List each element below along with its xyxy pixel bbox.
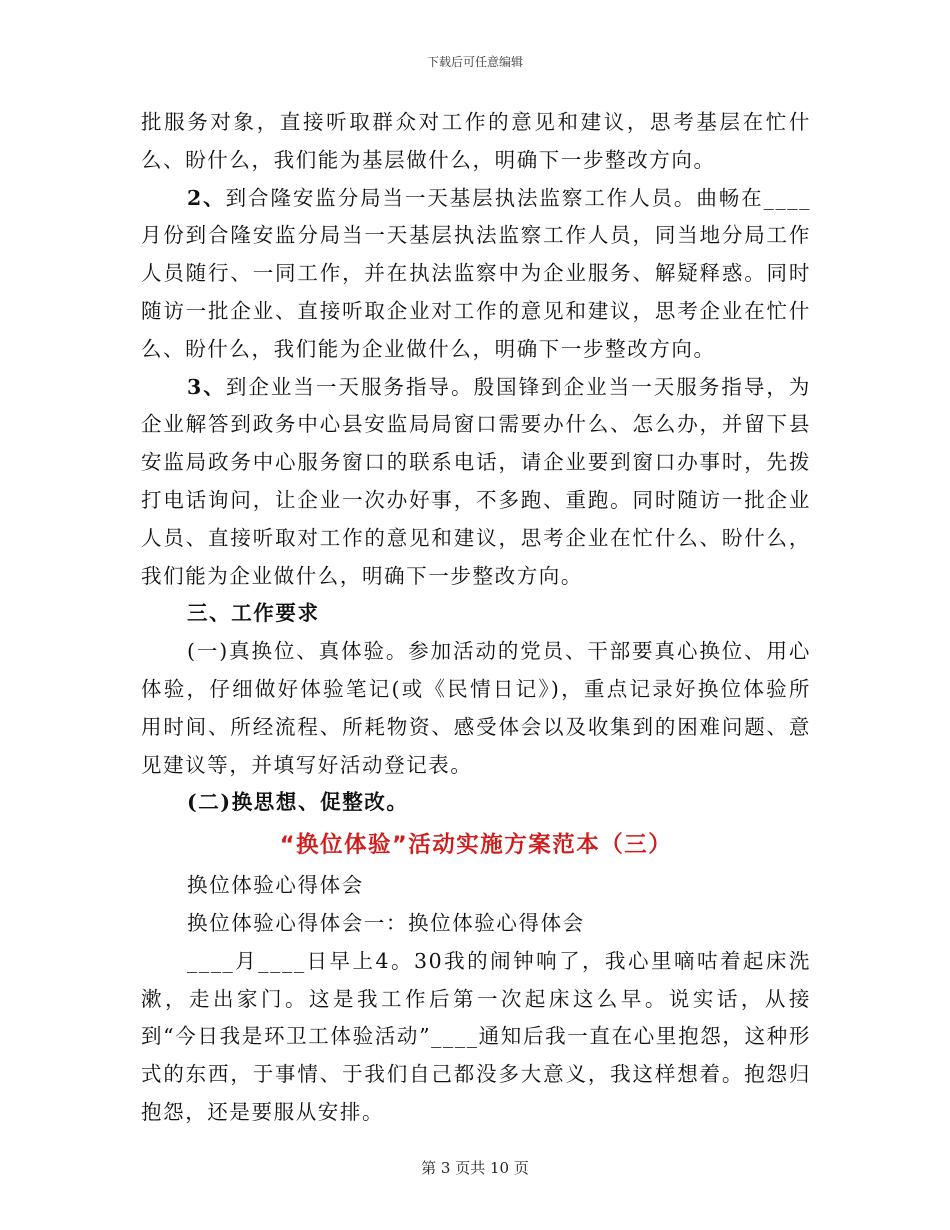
paragraph-continuation: 批服务对象，直接听取群众对工作的意见和建议，思考基层在忙什么、盼什么，我们能为基层做什么，明确下一步整改方向。 <box>141 110 811 172</box>
paragraph-story: ____月____日早上4。30我的闹钟响了，我心里嘀咕着起床洗漱，走出家门。这是我工作后第一次起床这么早。说实话，从接到“今日我是环卫工体验活动”____通知后我一直在心里抱怨，这种形式的东西，于事情、于我们自己都没多大意义，我这样想着。抱怨归抱怨，还是要服从安排。 <box>141 948 811 1124</box>
item-number: 3、 <box>187 374 226 399</box>
page-footer: 第 3 页共 10 页 <box>421 1159 529 1177</box>
subtitle-experience: 换位体验心得体会 <box>187 873 364 898</box>
page-header: 下载后可任意编辑 <box>426 55 523 69</box>
item-text: 到企业当一天服务指导。殷国锋到企业当一天服务指导，为企业解答到政务中心县安监局局窗口需要办什么、怎么办，并留下县安监局政务中心服务窗口的联系电话，请企业要到窗口办事时，先拨打电话询问，让企业一次办好事，不多跑、重跑。同时随访一批企业人员、直接听取对工作的意见和建议，思考企业在忙什么、盼什么，我们能为企业做什么，明确下一步整改方向。 <box>141 374 811 588</box>
document-body <box>141 104 811 1132</box>
paragraph-requirement-1: (一)真换位、真体验。参加活动的党员、干部要真心换位、用心体验，仔细做好体验笔记(或《民情日记》)，重点记录好换位体验所用时间、所经流程、所耗物资、感受体会以及收集到的困难问题、意见建议等，并填写好活动登记表。 <box>141 639 811 777</box>
paragraph-item-2 <box>141 180 811 369</box>
paragraph-requirement-2: (二)换思想、促整改。 <box>187 790 409 815</box>
item-number: 2、 <box>187 185 226 210</box>
paragraph-item-3 <box>141 369 811 596</box>
subtitle-experience-one: 换位体验心得体会一：换位体验心得体会 <box>187 910 585 935</box>
section-title: “换位体验”活动实施方案范本（三） <box>279 832 673 859</box>
section-heading-requirements: 三、工作要求 <box>187 601 320 626</box>
item-text: 到合隆安监分局当一天基层执法监察工作人员。曲畅在____月份到合隆安监分局当一天基层执法监察工作人员，同当地分局工作人员随行、一同工作，并在执法监察中为企业服务、解疑释惑。同时随访一批企业、直接听取企业对工作的意见和建议，思考企业在忙什么、盼什么，我们能为企业做什么，明确下一步整改方向。 <box>141 185 811 361</box>
